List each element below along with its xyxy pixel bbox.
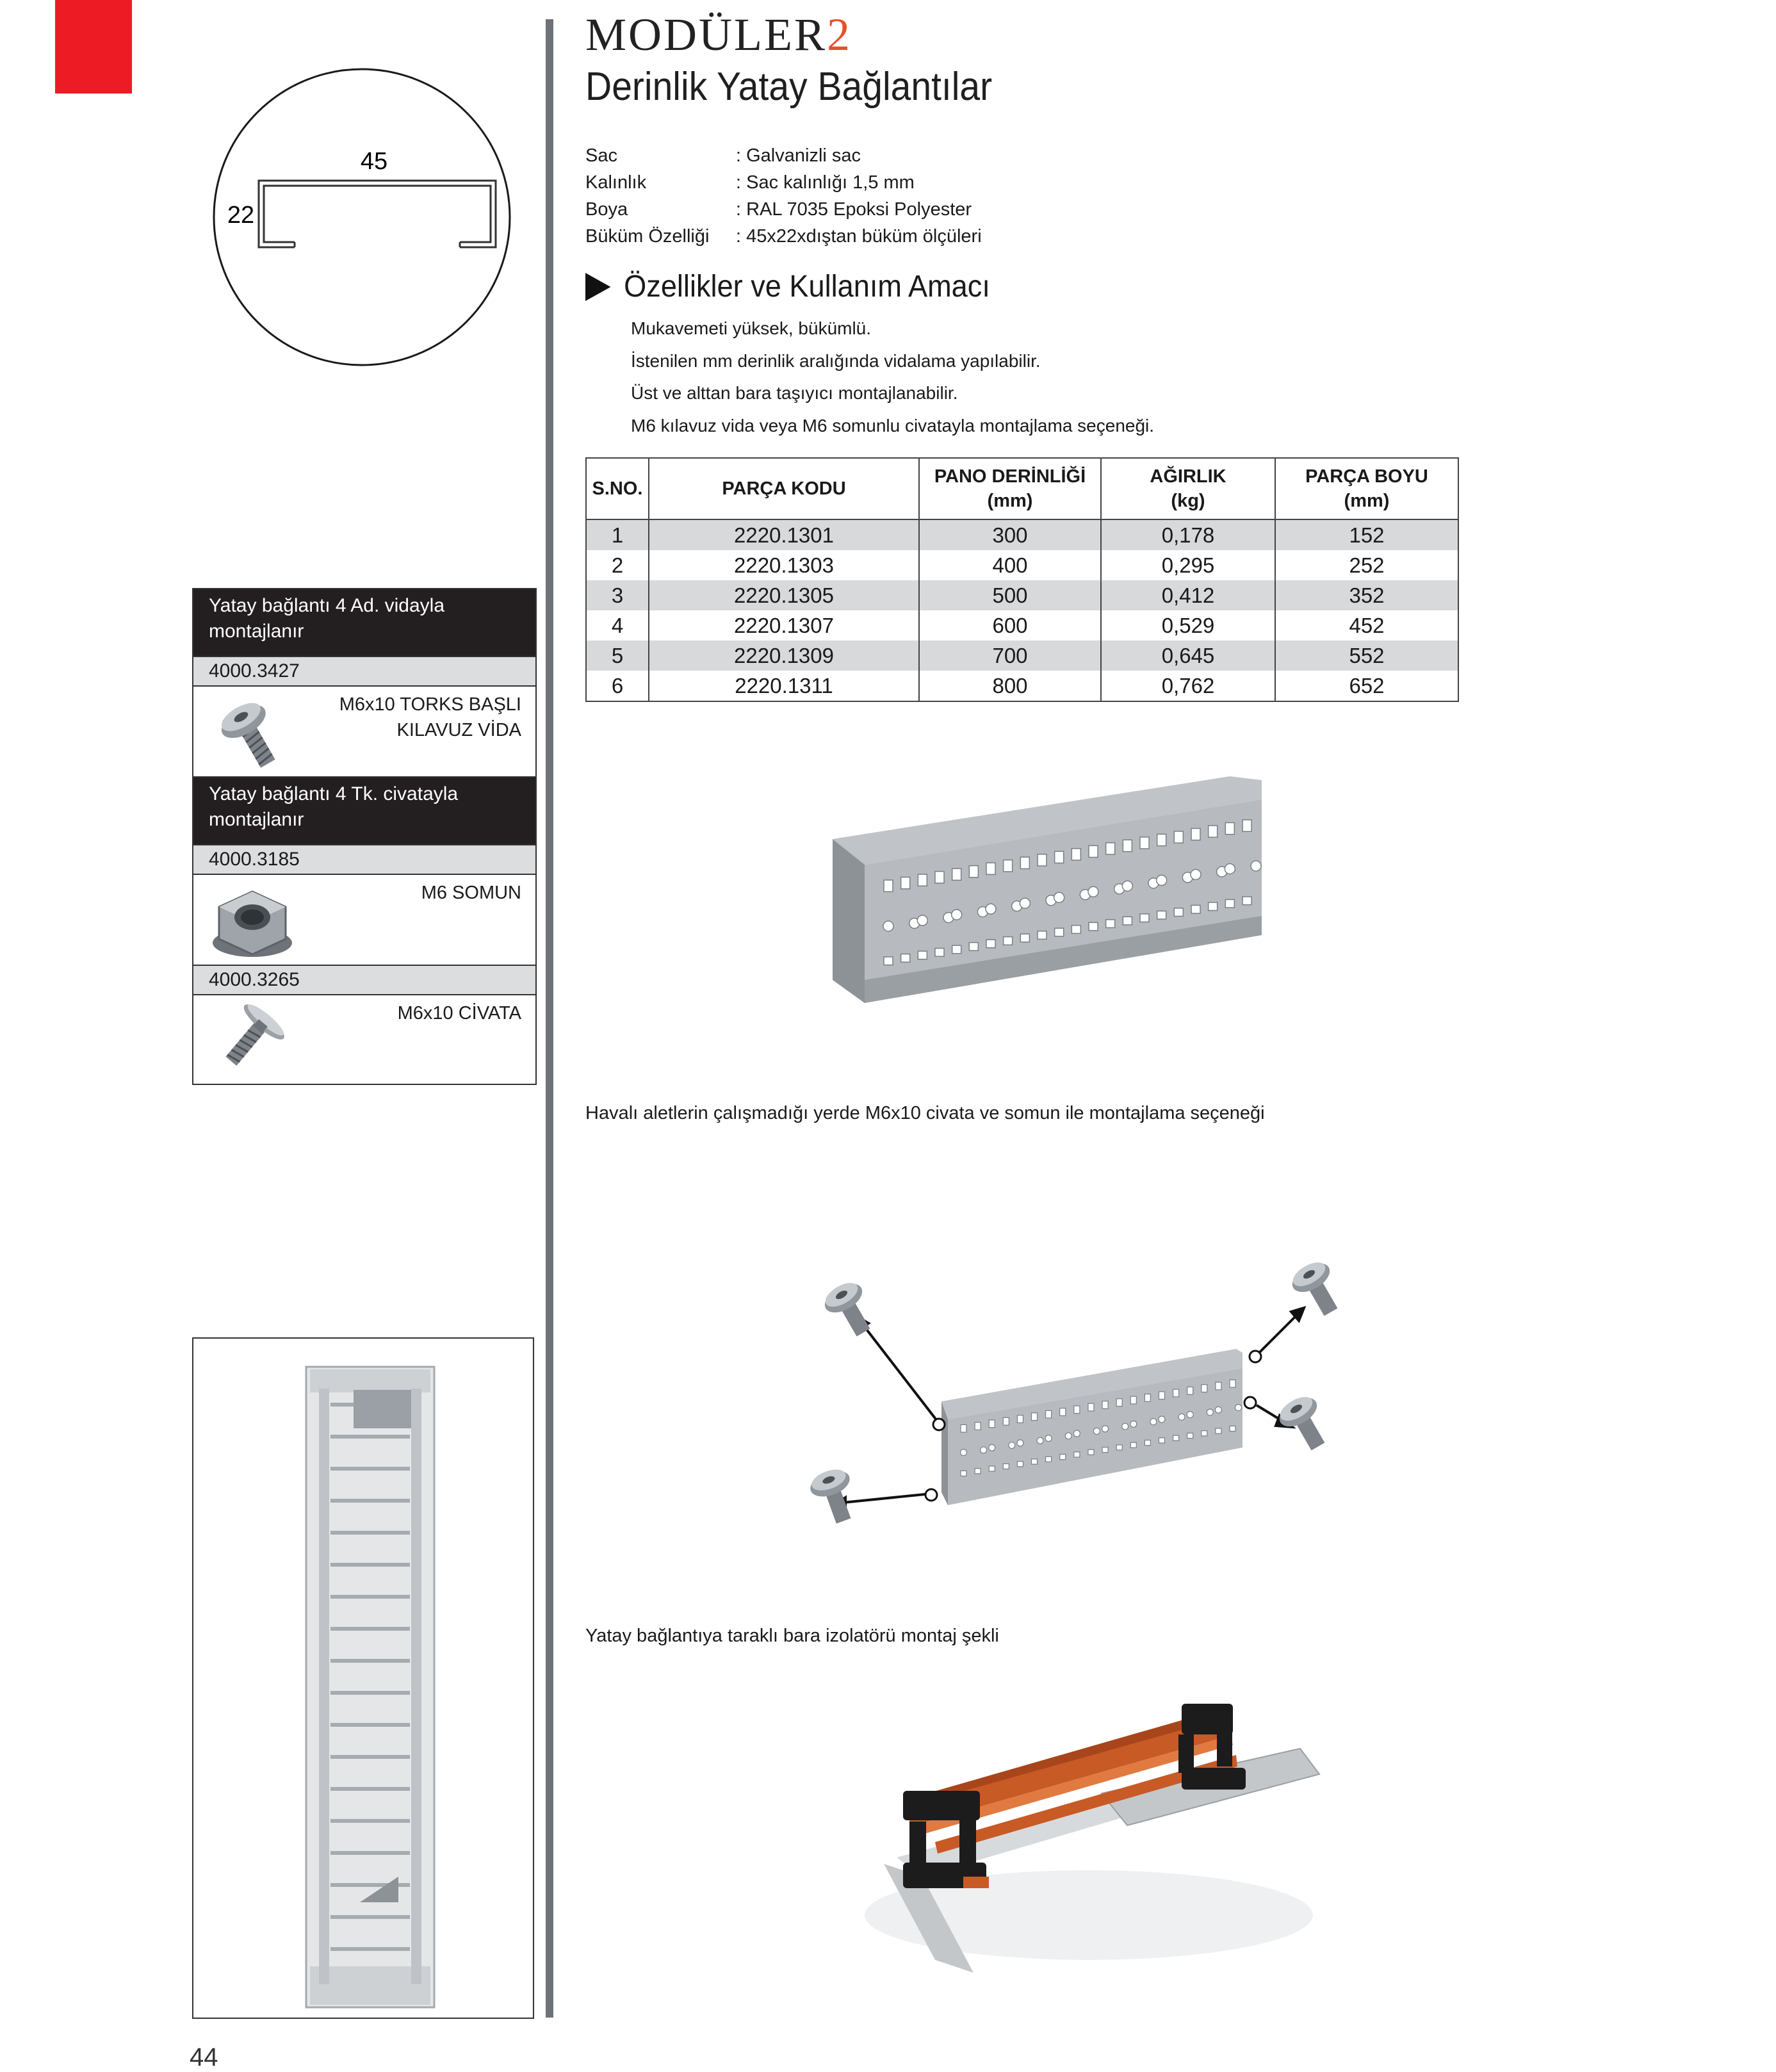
col-header-length: PARÇA BOYU (mm) bbox=[1275, 458, 1458, 519]
bracket-hole bbox=[1020, 898, 1030, 908]
bracket-hole bbox=[1178, 1414, 1185, 1420]
bracket-hole bbox=[1046, 1410, 1052, 1418]
bracket-hole bbox=[986, 863, 995, 874]
cabinet-rail bbox=[330, 1659, 410, 1663]
bracket-hole bbox=[917, 915, 927, 926]
caption-busbar-mount: Yatay bağlantıya taraklı bara izolatörü montaj şekli bbox=[585, 1626, 999, 1646]
cell: 352 bbox=[1275, 580, 1458, 610]
bracket-hole bbox=[1216, 1382, 1221, 1390]
bracket-hole bbox=[1225, 863, 1235, 874]
spec-row bbox=[585, 223, 982, 250]
bracket-hole bbox=[1032, 1459, 1038, 1464]
cell: 2220.1303 bbox=[649, 550, 919, 580]
bracket-hole bbox=[1088, 1403, 1094, 1411]
depth-bracket-illustration bbox=[820, 769, 1268, 1012]
bracket-hole bbox=[1017, 1462, 1023, 1467]
cell: 2220.1307 bbox=[649, 610, 919, 640]
bracket-hole bbox=[1003, 1417, 1009, 1425]
bracket-hole bbox=[1102, 1426, 1109, 1432]
accessory-code: 4000.3185 bbox=[193, 844, 535, 875]
cell: 552 bbox=[1275, 640, 1458, 671]
bracket-hole bbox=[1017, 1440, 1023, 1446]
bracket-hole bbox=[1159, 1438, 1164, 1443]
accessory-item-torx-screw bbox=[193, 687, 535, 776]
accessory-item-nut bbox=[193, 875, 535, 965]
cabinet-rail bbox=[330, 1851, 410, 1855]
cell: 600 bbox=[919, 610, 1101, 640]
cell: 6 bbox=[586, 671, 649, 701]
table-row bbox=[586, 671, 1458, 701]
bracket-hole bbox=[969, 943, 978, 951]
spec-value: : RAL 7035 Epoksi Polyester bbox=[736, 199, 972, 220]
spec-key: Kalınlık bbox=[585, 172, 647, 193]
cell: 0,529 bbox=[1101, 610, 1275, 640]
cell: 452 bbox=[1275, 610, 1458, 640]
profile-height-label: 22 bbox=[227, 202, 255, 229]
cabinet-rail bbox=[330, 1563, 410, 1567]
accessory-group-title: Yatay bağlantı 4 Ad. vidayla montajlanır bbox=[193, 588, 535, 656]
cell: 3 bbox=[586, 580, 649, 610]
cabinet-rail bbox=[330, 1467, 410, 1471]
bracket-hole bbox=[1004, 937, 1013, 945]
cell: 2220.1305 bbox=[649, 580, 919, 610]
features-heading bbox=[585, 269, 990, 304]
busbar-insulator-illustration bbox=[858, 1691, 1332, 1973]
profile-cross-section-diagram bbox=[211, 67, 512, 368]
bracket-hole bbox=[918, 874, 927, 886]
bracket-hole bbox=[1060, 1455, 1066, 1460]
bracket-hole bbox=[961, 1471, 966, 1476]
bracket-hole bbox=[1116, 1445, 1122, 1450]
cell: 0,295 bbox=[1101, 550, 1275, 580]
bolt-icon bbox=[208, 999, 297, 1080]
feature-item: M6 kılavuz vida veya M6 somunlu civatayla montajlama seçeneği. bbox=[631, 415, 1155, 436]
bracket-hole bbox=[1187, 1412, 1193, 1418]
bracket-hole bbox=[952, 910, 962, 920]
bracket-hole bbox=[1173, 1435, 1179, 1440]
col-header-depth: PANO DERİNLİĞİ (mm) bbox=[919, 458, 1101, 519]
bracket-hole bbox=[1207, 1409, 1213, 1415]
bracket-hole bbox=[1242, 820, 1251, 831]
table-row bbox=[586, 610, 1458, 640]
bracket-hole bbox=[1102, 1448, 1108, 1453]
bracket-hole bbox=[1037, 1437, 1043, 1444]
bracket-hole bbox=[1055, 928, 1064, 936]
bracket-hole bbox=[1174, 831, 1183, 843]
bracket-hole bbox=[935, 872, 944, 883]
bracket-hole bbox=[1065, 1433, 1071, 1439]
bracket-hole bbox=[1055, 851, 1064, 863]
bracket-hole bbox=[1123, 840, 1132, 851]
bracket-hole bbox=[1003, 1464, 1009, 1469]
cell: 700 bbox=[919, 640, 1101, 671]
cabinet-rail bbox=[330, 1787, 410, 1791]
bracket-hole bbox=[961, 1424, 966, 1432]
bracket-hole bbox=[986, 940, 995, 948]
bracket-hole bbox=[1173, 1389, 1179, 1397]
cabinet-rail bbox=[330, 1595, 410, 1599]
table-row bbox=[586, 640, 1458, 671]
cell: 252 bbox=[1275, 550, 1458, 580]
profile-width-label: 45 bbox=[360, 148, 388, 175]
table-header-row bbox=[586, 458, 1458, 519]
bracket-hole bbox=[1054, 892, 1064, 902]
bracket-hole bbox=[1130, 1396, 1136, 1404]
bracket-hole bbox=[1046, 1456, 1052, 1462]
bracket-hole bbox=[1009, 1442, 1015, 1449]
cabinet-rail bbox=[330, 1531, 410, 1535]
bracket-hole bbox=[1191, 905, 1200, 913]
bracket-hole bbox=[1123, 917, 1132, 925]
bracket-hole bbox=[1235, 1405, 1242, 1411]
bracket-hole bbox=[1251, 861, 1261, 871]
bracket-hole bbox=[1209, 826, 1218, 837]
torx-screw-icon bbox=[208, 693, 297, 772]
bracket-hole bbox=[1116, 1399, 1122, 1407]
cabinet-rail bbox=[330, 1947, 410, 1951]
bracket-hole bbox=[1187, 1433, 1193, 1438]
cabinet-rail bbox=[330, 1915, 410, 1919]
bracket-hole bbox=[1225, 822, 1234, 834]
bracket-hole bbox=[1150, 1419, 1157, 1425]
cell: 652 bbox=[1275, 671, 1458, 701]
bracket-hole bbox=[989, 1444, 995, 1451]
cell: 2220.1309 bbox=[649, 640, 919, 671]
bracket-hole bbox=[1130, 1442, 1136, 1448]
bracket-hole bbox=[1088, 1449, 1094, 1455]
bracket-hole bbox=[1191, 828, 1200, 840]
bracket-hole bbox=[1106, 843, 1115, 854]
bracket-hole bbox=[1202, 1431, 1207, 1436]
brand-logo bbox=[585, 9, 852, 60]
bracket-hole bbox=[1089, 845, 1098, 857]
bracket-hole bbox=[1216, 1428, 1221, 1433]
bracket-hole bbox=[1093, 1428, 1100, 1434]
bracket-hole bbox=[1130, 1421, 1137, 1427]
bracket-hole bbox=[981, 1447, 987, 1453]
bracket-hole bbox=[1060, 1408, 1066, 1416]
accessory-group-title: Yatay bağlantı 4 Tk. civatayla montajlanır bbox=[193, 776, 535, 844]
accessory-panel bbox=[192, 588, 537, 1085]
spec-key: Sac bbox=[585, 145, 617, 166]
page-title: Derinlik Yatay Bağlantılar bbox=[585, 65, 993, 109]
bracket-hole bbox=[1202, 1385, 1207, 1392]
bracket-hole bbox=[935, 949, 944, 957]
bracket-hole bbox=[883, 921, 893, 931]
table-row bbox=[586, 519, 1458, 550]
parts-table bbox=[585, 457, 1459, 702]
cell: 300 bbox=[919, 519, 1101, 550]
cell: 0,178 bbox=[1101, 519, 1275, 550]
bracket-hole bbox=[918, 951, 927, 959]
cell: 152 bbox=[1275, 519, 1458, 550]
bracket-hole bbox=[1140, 837, 1149, 849]
accessory-label-line: M6x10 TORKS BAŞLI bbox=[339, 694, 521, 715]
bracket-hole bbox=[1140, 914, 1149, 922]
cabinet-rail bbox=[330, 1691, 410, 1695]
bracket-hole bbox=[975, 1423, 981, 1430]
spec-key: Boya bbox=[585, 199, 628, 220]
bracket-hole bbox=[975, 1469, 981, 1474]
cabinet-photo-frame bbox=[192, 1337, 534, 2019]
bracket-hole bbox=[1209, 902, 1218, 911]
cell: 0,645 bbox=[1101, 640, 1275, 671]
bracket-hole bbox=[1071, 926, 1080, 934]
accessory-code: 4000.3427 bbox=[193, 656, 535, 687]
spec-row bbox=[585, 196, 982, 223]
bracket-hole bbox=[1187, 1387, 1193, 1394]
cell: 500 bbox=[919, 580, 1101, 610]
cell: 5 bbox=[586, 640, 649, 671]
cell: 4 bbox=[586, 610, 649, 640]
bracket-hole bbox=[1157, 875, 1167, 885]
spec-list bbox=[585, 142, 982, 250]
bracket-hole bbox=[1159, 1392, 1164, 1399]
bracket-hole bbox=[1102, 1401, 1108, 1409]
spec-value: : Galvanizli sac bbox=[736, 145, 861, 166]
bracket-hole bbox=[1038, 931, 1047, 940]
bracket-hole bbox=[1074, 1452, 1080, 1457]
bracket-hole bbox=[1045, 1435, 1052, 1441]
cabinet-frame-illustration bbox=[193, 1339, 533, 2018]
bracket-hole bbox=[1174, 908, 1183, 917]
features-list bbox=[631, 313, 1154, 442]
cell: 0,762 bbox=[1101, 671, 1275, 701]
accessory-label: M6 SOMUN bbox=[421, 883, 521, 903]
col-header-weight: AĞIRLIK (kg) bbox=[1101, 458, 1275, 519]
bracket-hole bbox=[1071, 849, 1080, 860]
bracket-hole bbox=[1122, 881, 1132, 891]
feature-item: Üst ve alttan bara taşıyıcı montajlanabilir. bbox=[631, 383, 958, 403]
bracket-hole bbox=[1159, 1416, 1165, 1423]
torx-screw-icon bbox=[819, 1277, 881, 1342]
bracket-hole bbox=[1088, 886, 1098, 897]
red-corner-tab bbox=[55, 0, 132, 94]
feature-item: İstenilen mm derinlik aralığında vidalama yapılabilir. bbox=[631, 350, 1041, 371]
bracket-hole bbox=[1073, 1430, 1080, 1437]
cell: 1 bbox=[586, 519, 649, 550]
bracket-hole bbox=[1004, 860, 1013, 872]
bracket-hole bbox=[1215, 1407, 1221, 1413]
bracket-hole bbox=[1157, 834, 1166, 845]
play-triangle-icon bbox=[585, 273, 610, 301]
bracket-hole bbox=[1020, 857, 1029, 869]
brand-number: 2 bbox=[827, 9, 852, 60]
page-number: 44 bbox=[190, 2043, 218, 2071]
cabinet-rail bbox=[330, 1499, 410, 1503]
hex-nut-icon bbox=[208, 880, 297, 961]
bracket-hole bbox=[1032, 1413, 1038, 1421]
spec-row bbox=[585, 169, 982, 196]
accessory-code: 4000.3265 bbox=[193, 965, 535, 995]
bracket-hole bbox=[961, 1449, 967, 1456]
col-header-part-code: PARÇA KODU bbox=[649, 458, 919, 519]
exploded-mounting-diagram bbox=[749, 1230, 1377, 1537]
cabinet-rail bbox=[330, 1819, 410, 1823]
bracket-hole bbox=[884, 957, 893, 965]
spec-value: : Sac kalınlığı 1,5 mm bbox=[736, 172, 915, 193]
bracket-hole bbox=[1145, 1440, 1150, 1446]
bracket-hole bbox=[989, 1466, 995, 1471]
bracket-hole bbox=[901, 877, 910, 889]
bracket-hole bbox=[884, 880, 893, 892]
bracket-hole bbox=[986, 904, 996, 914]
vertical-divider bbox=[546, 19, 553, 2018]
feature-item: Mukavemeti yüksek, bükümlü. bbox=[631, 318, 872, 338]
accessory-item-bolt bbox=[193, 995, 535, 1085]
bracket-hole bbox=[1122, 1423, 1128, 1430]
bracket-hole bbox=[952, 945, 961, 954]
bracket-hole bbox=[1145, 1394, 1150, 1402]
accessory-label-line: KILAVUZ VİDA bbox=[396, 720, 521, 740]
bracket-hole bbox=[989, 1420, 995, 1428]
cabinet-rail bbox=[330, 1627, 410, 1631]
features-heading-text: Özellikler ve Kullanım Amacı bbox=[624, 270, 990, 304]
bracket-hole bbox=[1020, 934, 1029, 942]
table-row bbox=[586, 580, 1458, 610]
torx-screw-icon bbox=[1274, 1391, 1335, 1456]
bracket-hole bbox=[969, 866, 978, 877]
cabinet-rail bbox=[330, 1723, 410, 1727]
cell: 2220.1301 bbox=[649, 519, 919, 550]
spec-row bbox=[585, 142, 982, 169]
bracket-hole bbox=[1089, 922, 1098, 931]
spec-value: : 45x22xdıştan büküm ölçüleri bbox=[736, 226, 982, 247]
table-row bbox=[586, 550, 1458, 580]
accessory-label: M6x10 CİVATA bbox=[397, 1003, 521, 1024]
cell: 2 bbox=[586, 550, 649, 580]
bracket-hole bbox=[1230, 1380, 1235, 1387]
bracket-hole bbox=[1074, 1406, 1080, 1414]
cabinet-rail bbox=[330, 1755, 410, 1759]
cell: 400 bbox=[919, 550, 1101, 580]
bracket-hole bbox=[901, 954, 910, 963]
bracket-hole bbox=[1017, 1415, 1023, 1423]
bracket-hole bbox=[1230, 1426, 1235, 1431]
caption-bolt-option: Havalı aletlerin çalışmadığı yerde M6x10 civata ve somun ile montajlama seçeneği bbox=[585, 1103, 1265, 1123]
spec-key: Büküm Özelliği bbox=[585, 226, 710, 247]
cell: 0,412 bbox=[1101, 580, 1275, 610]
torx-screw-icon bbox=[806, 1465, 863, 1528]
bracket-hole bbox=[1225, 899, 1234, 908]
cell: 2220.1311 bbox=[649, 671, 919, 701]
brand-text: MODÜLER bbox=[585, 9, 827, 60]
col-header-sno: S.NO. bbox=[586, 458, 649, 519]
bracket-hole bbox=[1038, 854, 1047, 866]
bracket-hole bbox=[1242, 897, 1251, 905]
bracket-hole bbox=[1191, 869, 1201, 879]
bracket-hole bbox=[1106, 920, 1115, 928]
accessory-label bbox=[339, 692, 521, 743]
cabinet-rail bbox=[330, 1435, 410, 1439]
bracket-hole bbox=[1157, 911, 1166, 919]
bracket-hole bbox=[952, 869, 961, 880]
cell: 800 bbox=[919, 671, 1101, 701]
